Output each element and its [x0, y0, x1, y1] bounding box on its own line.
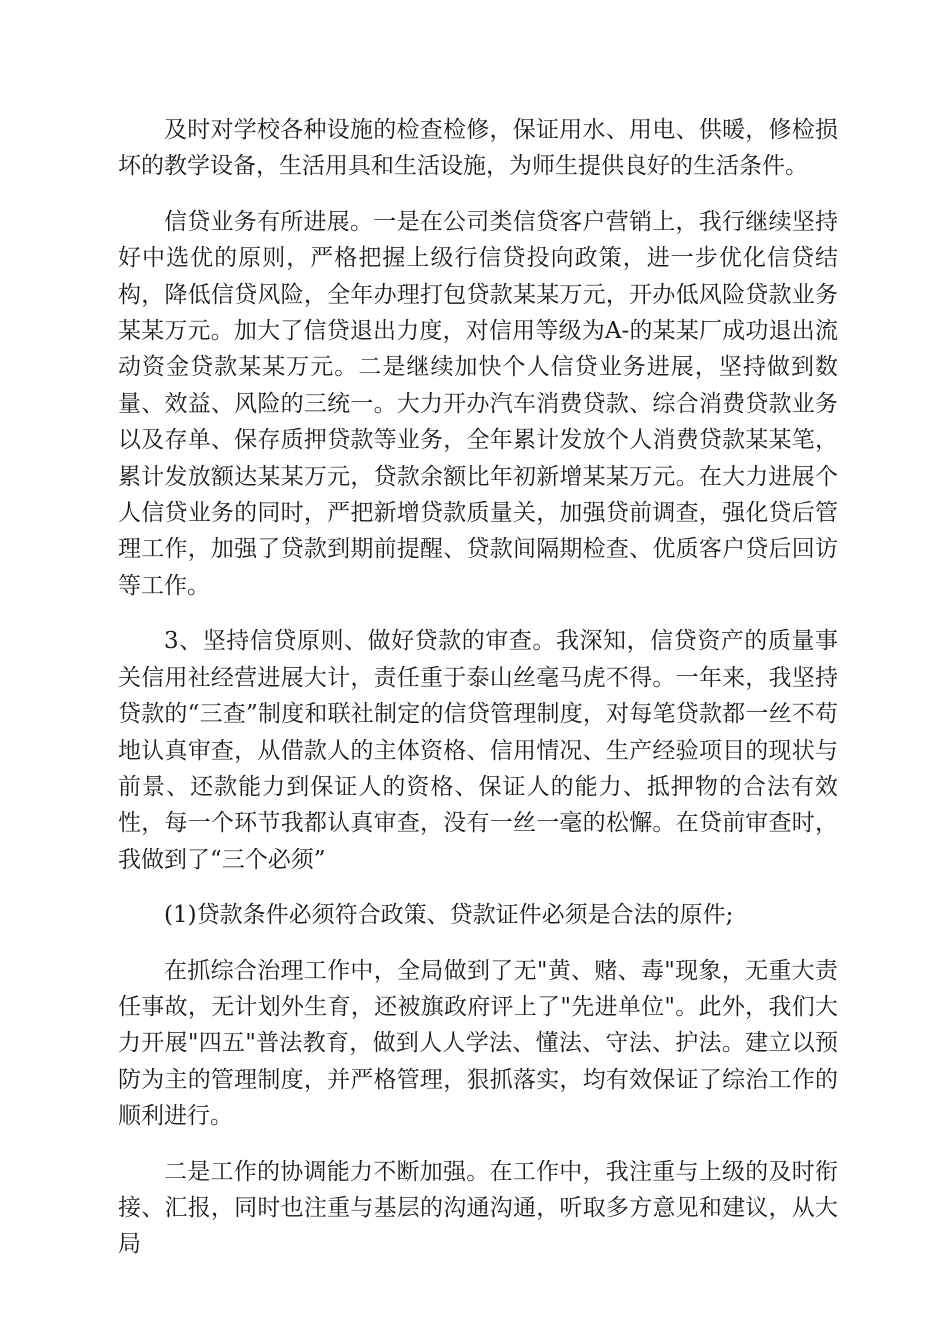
- paragraph-comprehensive-governance: 在抓综合治理工作中，全局做到了无"黄、赌、毒"现象，无重大责任事故，无计划外生育，还被旗政府评上了"先进单位"。此外，我们大力开展"四五"普法教育，做到人人学法、懂法、守法、护法。建立以预防为主的管理制度，并严格管理，狠抓落实，均有效保证了综治工作的顺利进行。: [118, 957, 838, 1130]
- paragraph-loan-conditions: (1)贷款条件必须符合政策、贷款证件必须是合法的原件;: [164, 902, 734, 929]
- document-body: [118, 112, 838, 1282]
- paragraph-credit-business: 信贷业务有所进展。一是在公司类信贷客户营销上，我行继续坚持好中选优的原则，严格把握上级行信贷投向政策，进一步优化信贷结构，降低信贷风险，全年办理打包贷款某某万元，开办低风险贷款业务某某万元。加大了信贷退出力度，对信用等级为A-的某某厂成功退出流动资金贷款某某万元。二是继续加快个人信贷业务进展，坚持做到数量、效益、风险的三统一。大力开办汽车消费贷款、综合消费贷款业务以及存单、保存质押贷款等业务，全年累计发放个人消费贷款某某笔，累计发放额达某某万元，贷款余额比年初新增某某万元。在大力进展个人信贷业务的同时，严把新增贷款质量关，加强贷前调查，强化贷后管理工作，加强了贷款到期前提醒、贷款间隔期检查、优质客户贷后回访等工作。: [118, 208, 838, 599]
- paragraph-loan-review: 3、坚持信贷原则、做好贷款的审查。我深知，信贷资产的质量事关信用社经营进展大计，责任重于泰山丝毫马虎不得。一年来，我坚持贷款的“三查”制度和联社制定的信贷管理制度，对每笔贷款都一丝不苟地认真审查，从借款人的主体资格、信用情况、生产经验项目的现状与前景、还款能力到保证人的资格、保证人的能力、抵押物的合法有效性，每一个环节我都认真审查，没有一丝一毫的松懈。在贷前审查时，我做到了“三个必须”: [118, 628, 838, 873]
- paragraph-coordination: 二是工作的协调能力不断加强。在工作中，我注重与上级的及时衔接、汇报，同时也注重与基层的沟通沟通，听取多方意见和建议，从大局: [118, 1158, 838, 1258]
- paragraph-facilities: 及时对学校各种设施的检查检修，保证用水、用电、供暖，修检损坏的教学设备，生活用具和生活设施，为师生提供良好的生活条件。: [118, 117, 838, 180]
